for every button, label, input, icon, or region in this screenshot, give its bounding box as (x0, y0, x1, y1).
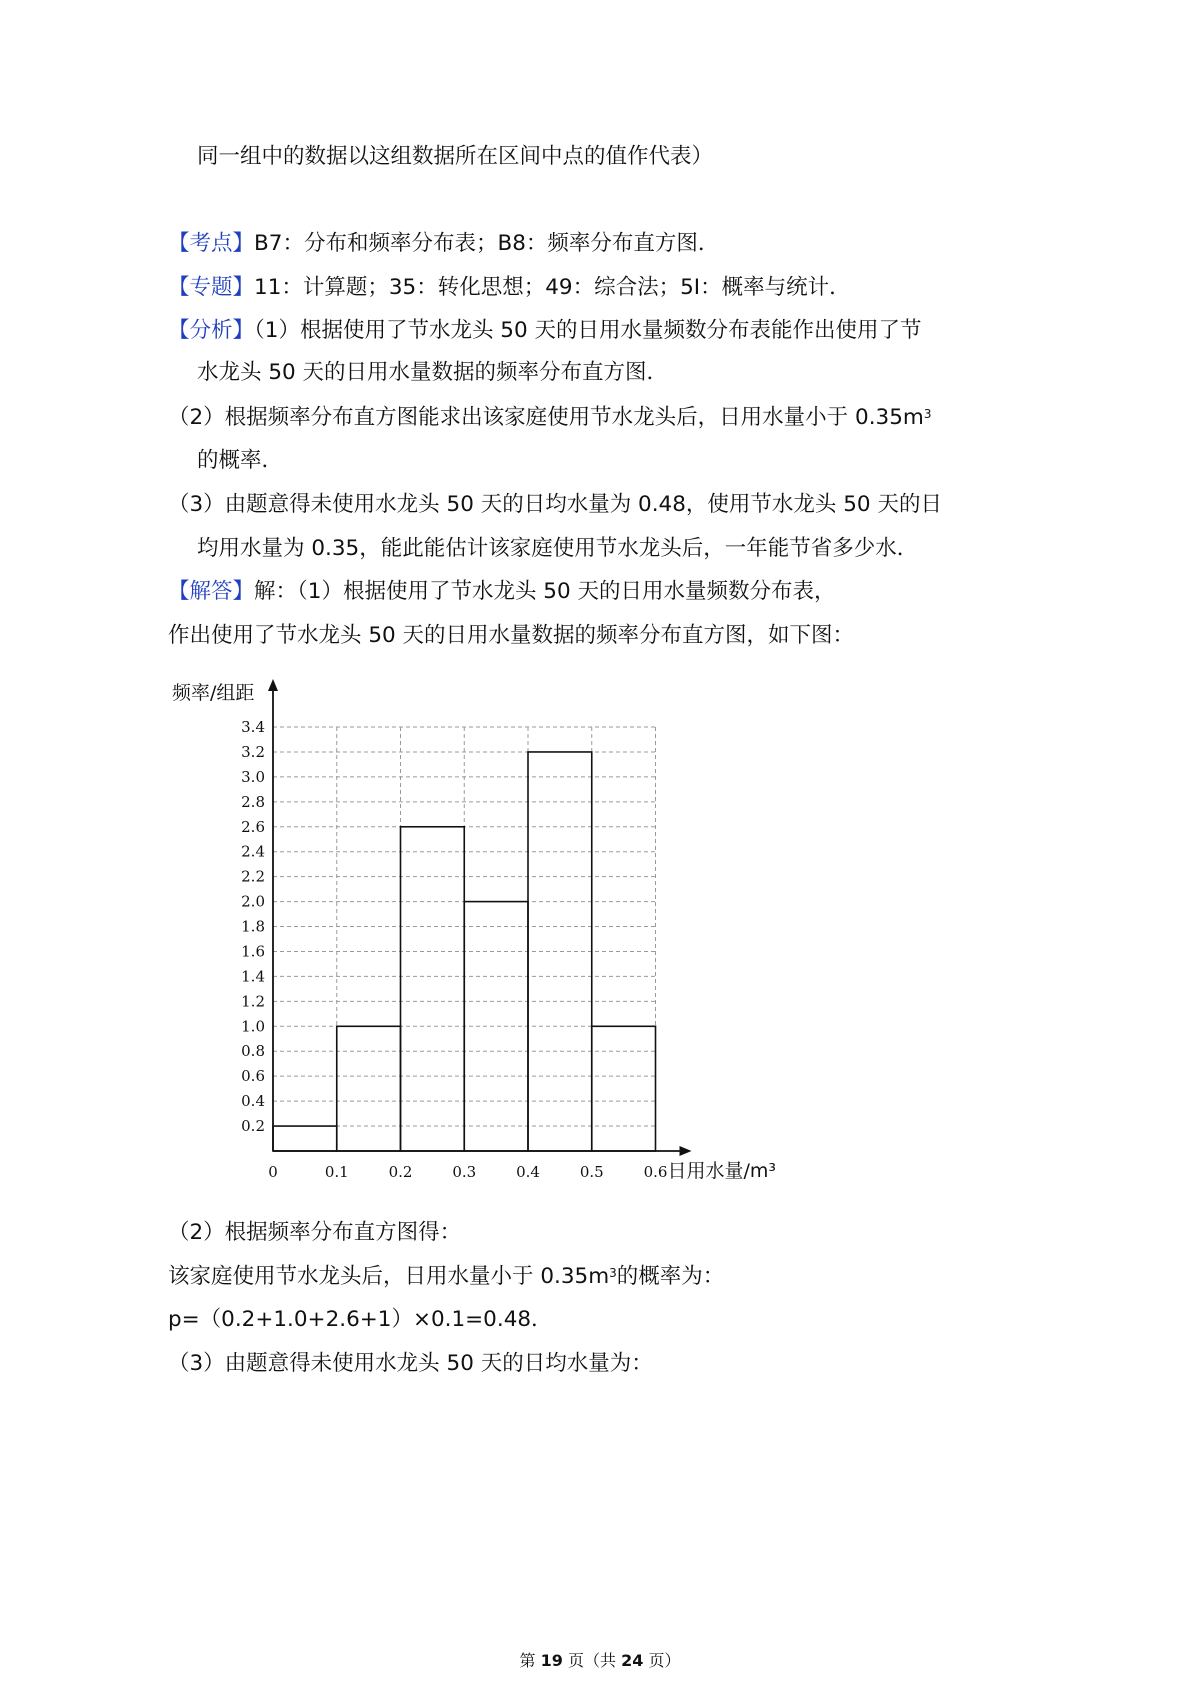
line-group-midpoint-note: 同一组中的数据以这组数据所在区间中点的值作代表） (197, 144, 714, 169)
y-tick-label-3: 0.8 (241, 1042, 265, 1061)
x-tick-label-3: 0.3 (452, 1163, 477, 1181)
x-tick-label-6: 0.6 (643, 1163, 668, 1181)
y-tick-label-10: 2.2 (241, 867, 265, 886)
jieda-text-1: 解：（1）根据使用了节水龙头 50 天的日用水量频数分布表， (254, 579, 836, 604)
page-footer: 第 19 页（共 24 页） (519, 1651, 681, 1670)
y-tick-label-8: 1.8 (241, 917, 265, 936)
y-tick-label-14: 3.0 (241, 767, 265, 786)
x-tick-label-1: 0.1 (324, 1163, 349, 1181)
answer-part3-line-1: （3）由题意得未使用水龙头 50 天的日均水量为： (168, 1351, 653, 1376)
y-tick-label-15: 3.2 (241, 742, 265, 761)
zhuanti-line (168, 273, 851, 303)
fenxi-line-2: 水龙头 50 天的日用水量数据的频率分布直方图． (197, 360, 669, 385)
fenxi-part2-line-2: 的概率． (197, 448, 284, 473)
frequency-histogram (160, 682, 800, 1200)
page-number: 19 (540, 1651, 563, 1670)
y-tick-label-0: 0.2 (241, 1117, 265, 1136)
x-axis-label: 日用水量/m³ (667, 1160, 777, 1182)
y-tick-label-13: 2.8 (241, 792, 265, 811)
zhuanti-text: 11：计算题；35：转化思想；49：综合法；5I：概率与统计． (254, 275, 851, 300)
superscript-3: 3 (609, 1266, 617, 1280)
y-tick-label-1: 0.4 (241, 1092, 265, 1111)
y-tick-label-5: 1.2 (241, 992, 265, 1011)
bar-1 (337, 1026, 401, 1151)
zhuanti-tag: 【专题】 (168, 275, 255, 300)
y-tick-label-7: 1.6 (241, 942, 265, 961)
x-tick-label-4: 0.4 (516, 1163, 540, 1181)
jieda-line-1 (168, 577, 835, 607)
y-tick-label-6: 1.4 (241, 967, 265, 986)
fenxi-line-1 (168, 316, 921, 346)
y-tick-label-11: 2.4 (241, 842, 265, 861)
x-axis-arrow (680, 1146, 692, 1156)
answer-part2-line-1: （2）根据频率分布直方图得： (168, 1220, 462, 1245)
x-tick-label-5: 0.5 (579, 1163, 604, 1181)
jieda-line-2: 作出使用了节水龙头 50 天的日用水量数据的频率分布直方图，如下图： (168, 623, 855, 648)
jieda-tag: 【解答】 (168, 579, 255, 604)
answer-part2-line-2: 该家庭使用节水龙头后，日用水量小于 $0.35m^3$的概率为： (168, 1264, 725, 1289)
x-tick-label-0: 0 (268, 1163, 278, 1181)
bar-5 (592, 1026, 656, 1151)
page-total: 24 (621, 1651, 644, 1670)
fenxi-tag: 【分析】 (168, 318, 255, 343)
kaodian-tag: 【考点】 (168, 231, 255, 256)
bar-2 (401, 827, 465, 1151)
y-tick-label-2: 0.6 (241, 1067, 265, 1086)
kaodian-line (168, 229, 719, 259)
y-tick-label-16: 3.4 (241, 718, 265, 737)
y-axis-arrow (268, 679, 278, 691)
y-tick-label-9: 2.0 (241, 892, 265, 911)
x-tick-label-2: 0.2 (388, 1163, 413, 1181)
fenxi-part3-line-1: （3）由题意得未使用水龙头 50 天的日均水量为 0.48，使用节水龙头 50 天的日 (168, 492, 942, 517)
answer-part2-formula: p=（0.2+1.0+2.6+1）×0.1=0.48． (168, 1307, 553, 1332)
y-axis-label: 频率/组距 (172, 682, 255, 705)
fenxi-text-1: （1）根据使用了节水龙头 50 天的日用水量频数分布表能作出使用了节 (254, 318, 922, 343)
kaodian-text: B7：分布和频率分布表；B8：频率分布直方图． (254, 231, 720, 256)
y-tick-label-12: 2.6 (241, 817, 265, 836)
y-tick-label-4: 1.0 (241, 1017, 265, 1036)
bar-0 (273, 1126, 337, 1151)
fenxi-part2-line-1: （2）根据频率分布直方图能求出该家庭使用节水龙头后，日用水量小于 $0.35m^3$ (168, 405, 932, 430)
fenxi-part3-line-2: 均用水量为 0.35，能此能估计该家庭使用节水龙头后，一年能节省多少水． (197, 536, 919, 561)
superscript-3: 3 (923, 407, 932, 421)
